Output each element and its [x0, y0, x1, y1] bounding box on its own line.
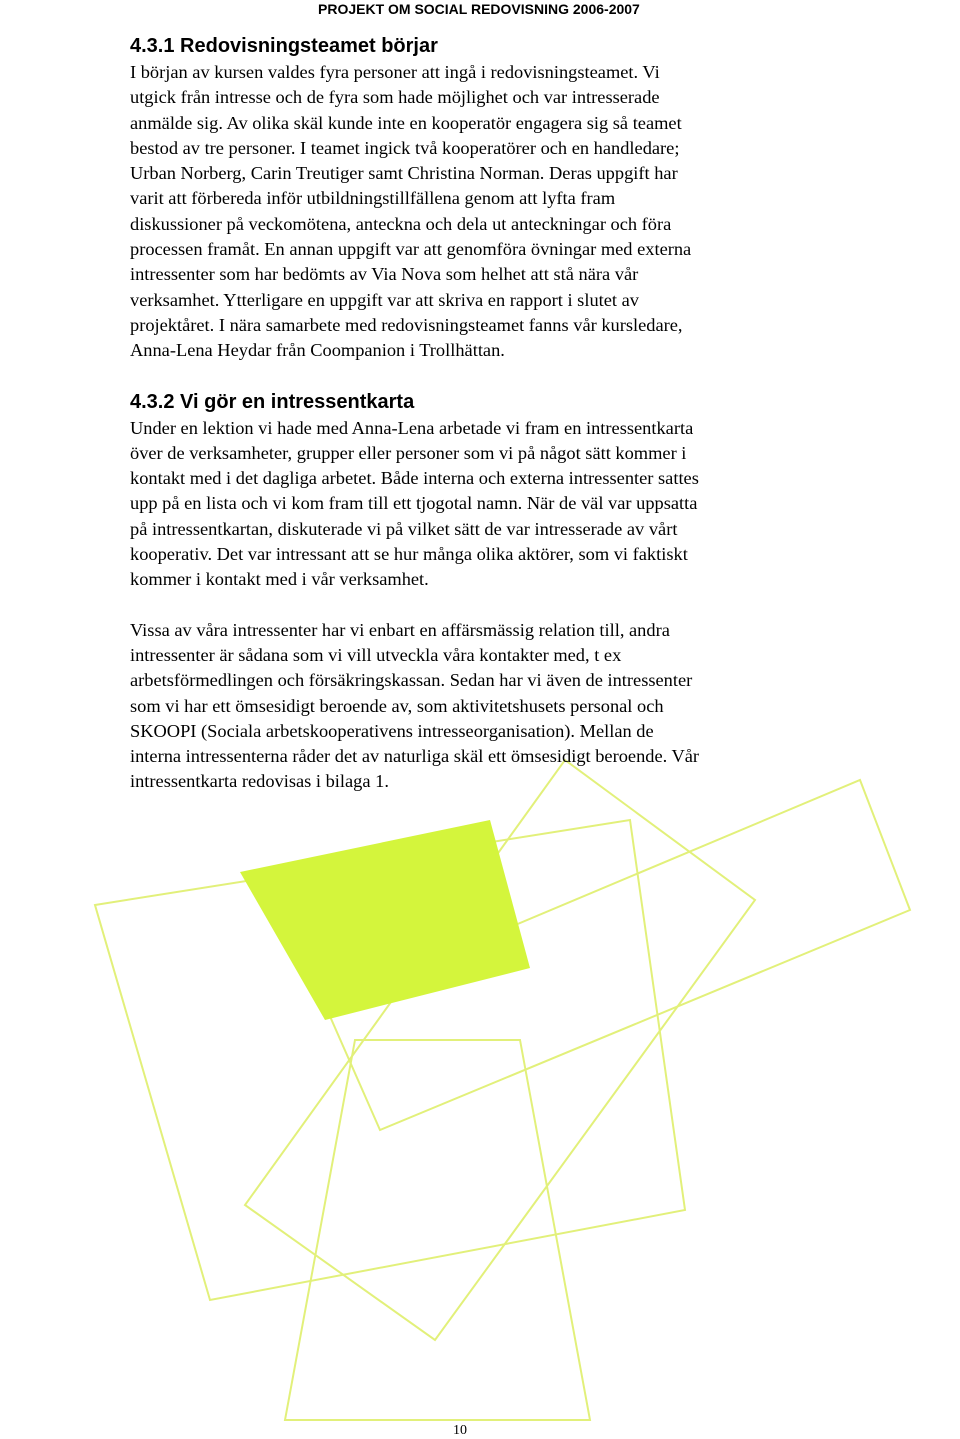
text-line: Under en lektion vi hade med Anna-Lena arbetade vi fram en intressentkarta: [130, 417, 694, 438]
text-line: intressenter är sådana som vi vill utveckla våra kontakter med, t ex: [130, 644, 622, 665]
text-line: Anna-Lena Heydar från Coompanion i Trollhättan.: [130, 340, 505, 361]
text-line: som vi har ett ömsesidigt beroende av, som aktivitetshusets personal och: [130, 695, 664, 716]
section-heading: 4.3.1 Redovisningsteamet börjar: [130, 35, 438, 57]
text-line: upp på en lista och vi kom fram till ett tjogotal namn. När de väl var uppsatta: [130, 493, 698, 514]
text-line: projektåret. I nära samarbete med redovisningsteamet fanns vår kursledare,: [130, 314, 683, 335]
text-line: anmälde sig. Av olika skäl kunde inte en kooperatör engagera sig så teamet: [130, 112, 682, 133]
paragraph: [130, 416, 830, 593]
section-intressentkarta: [130, 389, 830, 795]
page-number: 10: [453, 1423, 467, 1438]
text-line: utgick från intresse och de fyra som hade möjlighet och var intresserade: [130, 87, 660, 108]
text-line: kooperativ. Det var intressant att se hur många olika aktörer, som vi faktiskt: [130, 544, 688, 565]
outline-trapezoid: [285, 1040, 590, 1420]
text-line: intressentkarta redovisas i bilaga 1.: [130, 771, 389, 792]
paragraph: [130, 60, 830, 364]
text-line: Vissa av våra intressenter har vi enbart en affärsmässig relation till, andra: [130, 619, 670, 640]
text-line: varit att förbereda inför utbildningstillfällena genom att lyfta fram: [130, 188, 616, 209]
text-line: verksamhet. Ytterligare en uppgift var att skriva en rapport i slutet av: [130, 289, 639, 310]
paragraph: [130, 618, 830, 795]
text-line: Urban Norberg, Carin Treutiger samt Christina Norman. Deras uppgift har: [130, 163, 678, 184]
tilted-outline-rectangle: [245, 760, 755, 1340]
text-line: kontakt med i det dagliga arbetet. Både interna och externa intressenter sattes: [130, 468, 699, 489]
text-line: SKOOPI (Sociala arbetskooperativens intresseorganisation). Mellan de: [130, 720, 654, 741]
text-line: på intressentkartan, diskuterade vi på vilket sätt de var intresserade av vårt: [130, 518, 678, 539]
section-redovisningsteamet: [130, 33, 830, 364]
running-header: PROJEKT OM SOCIAL REDOVISNING 2006-2007: [318, 1, 640, 17]
text-line: bestod av tre personer. I teamet ingick två kooperatörer och en handledare;: [130, 137, 680, 158]
filled-green-parallelogram: [240, 820, 530, 1020]
text-line: över de verksamheter, grupper eller personer som vi på något sätt kommer i: [130, 442, 687, 463]
page-content: [130, 33, 830, 795]
text-line: kommer i kontakt med i vår verksamhet.: [130, 569, 429, 590]
section-heading: 4.3.2 Vi gör en intressentkarta: [130, 390, 415, 413]
text-line: interna intressenterna råder det av naturliga skäl ett ömsesidigt beroende. Vår: [130, 746, 700, 767]
text-line: diskussioner på veckomötena, anteckna och dela ut anteckningar och föra: [130, 213, 672, 234]
text-line: intressenter som har bedömts av Via Nova som helhet att stå nära vår: [130, 264, 639, 285]
text-line: I början av kursen valdes fyra personer att ingå i redovisningsteamet. Vi: [130, 62, 660, 82]
text-line: arbetsförmedlingen och försäkringskassan. Sedan har vi även de intressenter: [130, 670, 693, 691]
text-line: processen framåt. En annan uppgift var att genomföra övningar med externa: [130, 239, 692, 260]
